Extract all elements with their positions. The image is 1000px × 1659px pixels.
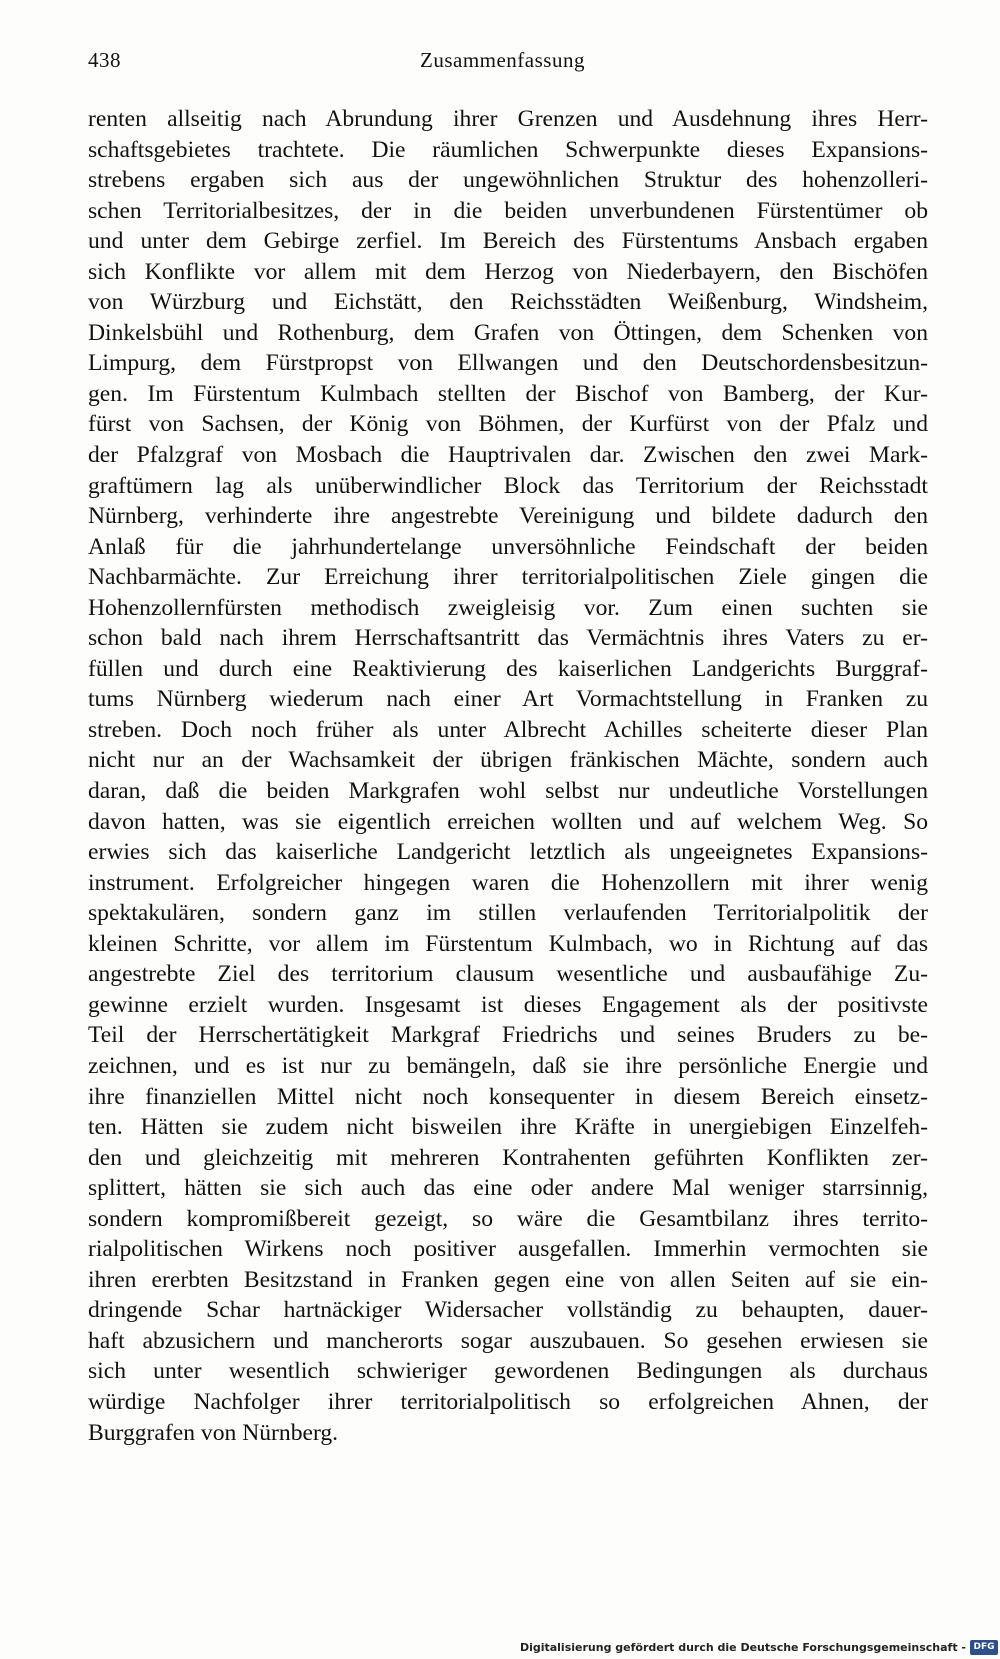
text-line: schon bald nach ihrem Herrschaftsantritt das Vermächtnis ihres Vaters zu er- <box>88 625 928 652</box>
text-line: schen Territorialbesitzes, der in die beiden unverbundenen Fürstentümer ob <box>88 197 928 224</box>
text-line: würdige Nachfolger ihrer territorialpolitisch so erfolgreichen Ahnen, der <box>88 1388 928 1415</box>
text-line: gen. Im Fürstentum Kulmbach stellten der Bischof von Bamberg, der Kur- <box>88 380 928 407</box>
text-line: dringende Schar hartnäckiger Widersacher vollständig zu behaupten, dauer- <box>88 1297 928 1324</box>
text-line: und unter dem Gebirge zerfiel. Im Bereich des Fürstentums Ansbach ergaben <box>88 228 928 255</box>
text-line: füllen und durch eine Reaktivierung des kaiserlichen Landgerichts Burggraf- <box>88 655 928 682</box>
text-line: von Würzburg und Eichstätt, den Reichsstädten Weißenburg, Windsheim, <box>88 289 928 316</box>
text-line: Nachbarmächte. Zur Erreichung ihrer territorialpolitischen Ziele gingen die <box>88 564 928 591</box>
text-line: Teil der Herrschertätigkeit Markgraf Friedrichs und seines Bruders zu be- <box>88 1022 928 1049</box>
text-line: angestrebte Ziel des territorium clausum wesentliche und ausbaufähige Zu- <box>88 961 928 988</box>
text-line: den und gleichzeitig mit mehreren Kontrahenten geführten Konflikten zer- <box>88 1144 928 1171</box>
text-line: sondern kompromißbereit gezeigt, so wäre die Gesamtbilanz ihres territo- <box>88 1205 928 1232</box>
text-line: Dinkelsbühl und Rothenburg, dem Grafen von Öttingen, dem Schenken von <box>88 319 928 346</box>
running-head: Zusammenfassung <box>420 48 585 72</box>
text-line: splittert, hätten sie sich auch das eine oder andere Mal weniger starrsinnig, <box>88 1175 928 1202</box>
text-line: tums Nürnberg wiederum nach einer Art Vormachtstellung in Franken zu <box>88 686 928 713</box>
text-line: graftümern lag als unüberwindlicher Block das Territorium der Reichsstadt <box>88 472 928 499</box>
text-line: nicht nur an der Wachsamkeit der übrigen fränkischen Mächte, sondern auch <box>88 747 928 774</box>
text-line: ihre finanziellen Mittel nicht noch konsequenter in diesem Bereich einsetz- <box>88 1083 928 1110</box>
text-line: erwies sich das kaiserliche Landgericht letztlich als ungeeignetes Expansions- <box>88 839 928 866</box>
text-line: zeichnen, und es ist nur zu bemängeln, daß sie ihre persönliche Energie und <box>88 1052 928 1079</box>
page-number: 438 <box>88 48 121 72</box>
text-line: schaftsgebietes trachtete. Die räumlichen Schwerpunkte dieses Expansions- <box>88 136 928 163</box>
page-header <box>88 48 612 80</box>
text-line: daran, daß die beiden Markgrafen wohl selbst nur undeutliche Vorstellungen <box>88 778 928 805</box>
text-line: haft abzusichern und mancherorts sogar auszubauen. So gesehen erwiesen sie <box>88 1327 928 1354</box>
text-line: streben. Doch noch früher als unter Albrecht Achilles scheiterte dieser Plan <box>88 716 928 743</box>
text-line: renten allseitig nach Abrundung ihrer Grenzen und Ausdehnung ihres Herr- <box>88 106 928 132</box>
footer-credit-text: Digitalisierung gefördert durch die Deutsche Forschungsgemeinschaft - <box>519 1640 966 1654</box>
text-line: Nürnberg, verhinderte ihre angestrebte Vereinigung und bildete dadurch den <box>88 503 928 530</box>
text-line: Burggrafen von Nürnberg. <box>88 1419 339 1446</box>
text-line: spektakulären, sondern ganz im stillen verlaufenden Territorialpolitik der <box>88 900 928 927</box>
text-line: instrument. Erfolgreicher hingegen waren die Hohenzollern mit ihrer wenig <box>88 869 928 896</box>
text-line: kleinen Schritte, vor allem im Fürstentum Kulmbach, wo in Richtung auf das <box>88 930 928 957</box>
text-line: der Pfalzgraf von Mosbach die Hauptrivalen dar. Zwischen den zwei Mark- <box>88 442 928 469</box>
digitization-footer <box>520 1637 1000 1659</box>
text-line: Limpurg, dem Fürstpropst von Ellwangen und den Deutschordensbesitzun- <box>88 350 928 377</box>
text-line: sich unter wesentlich schwieriger gewordenen Bedingungen als durchaus <box>88 1358 928 1385</box>
text-line: gewinne erzielt wurden. Insgesamt ist dieses Engagement als der positivste <box>88 991 928 1018</box>
dfg-logo-icon: DFG <box>970 1640 998 1655</box>
text-line: davon hatten, was sie eigentlich erreichen wollten und auf welchem Weg. So <box>88 808 928 835</box>
text-line: Anlaß für die jahrhundertelange unversöhnliche Feindschaft der beiden <box>88 533 928 560</box>
text-line: ihren ererbten Besitzstand in Franken gegen eine von allen Seiten auf sie ein- <box>88 1266 928 1293</box>
text-line: ten. Hätten sie zudem nicht bisweilen ihre Kräfte in unergiebigen Einzelfeh- <box>88 1114 928 1141</box>
text-line: rialpolitischen Wirkens noch positiver ausgefallen. Immerhin vermochten sie <box>88 1236 928 1263</box>
text-line: sich Konflikte vor allem mit dem Herzog von Niederbayern, den Bischöfen <box>88 258 928 285</box>
text-line: fürst von Sachsen, der König von Böhmen, der Kurfürst von der Pfalz und <box>88 411 928 438</box>
text-line: strebens ergaben sich aus der ungewöhnlichen Struktur des hohenzolleri- <box>88 167 928 194</box>
text-line: Hohenzollernfürsten methodisch zweigleisig vor. Zum einen suchten sie <box>88 594 928 621</box>
body-text <box>88 104 928 1448</box>
